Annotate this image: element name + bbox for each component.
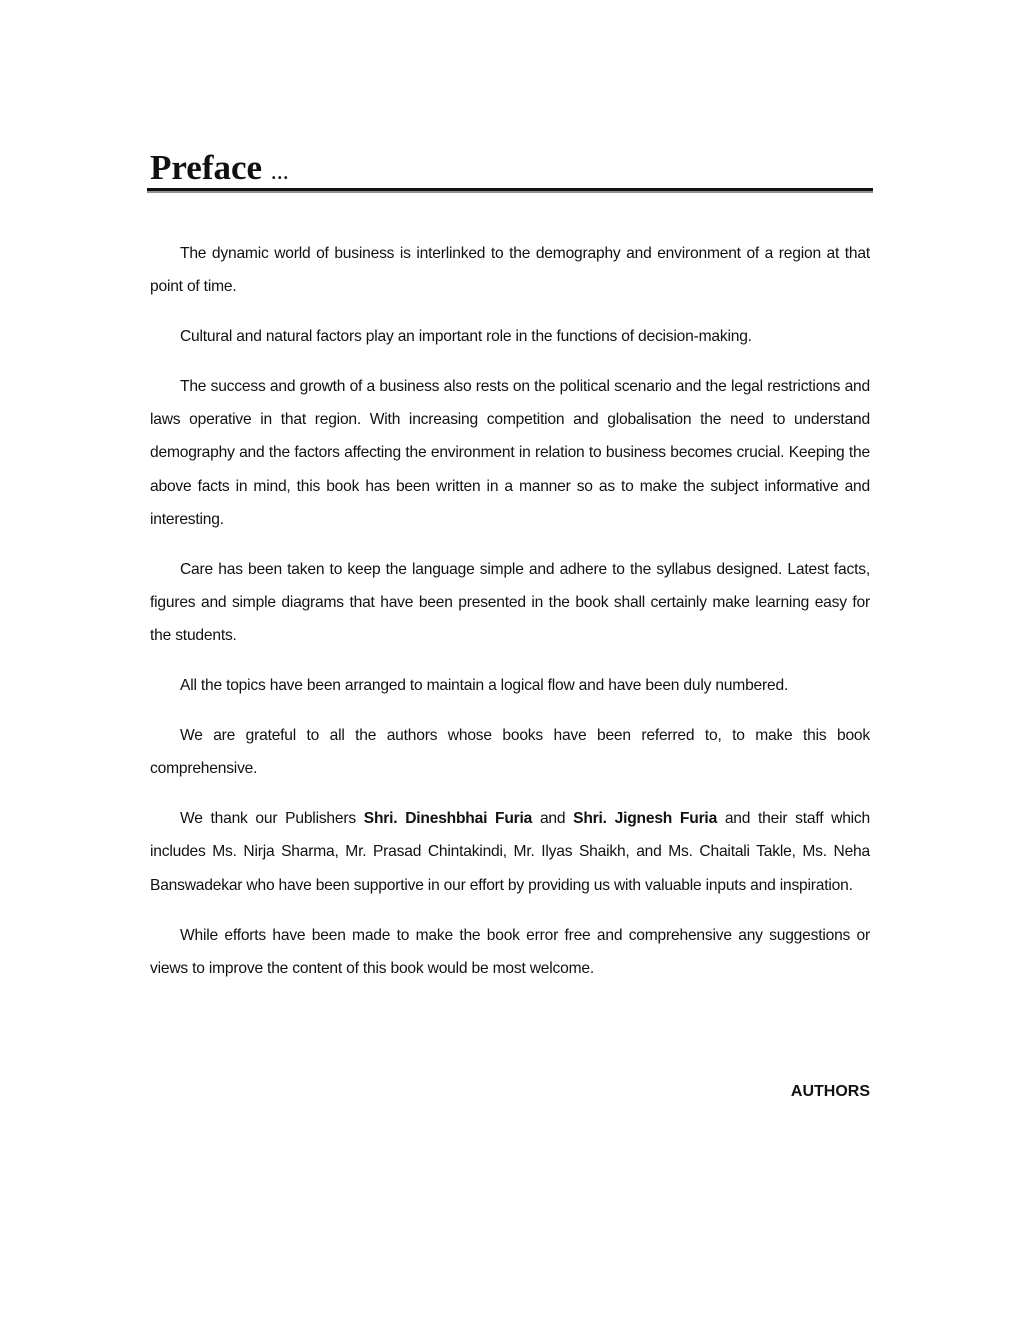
title-ellipsis: ... xyxy=(270,159,289,185)
paragraph: The dynamic world of business is interlinked to the demography and environment of a region at that point of time. xyxy=(150,245,870,296)
paragraph: All the topics have been arranged to maintain a logical flow and have been duly numbered. xyxy=(180,677,789,695)
closing-paragraph: While efforts have been made to make the book error free and comprehensive any suggestions or views to improve the content of this book would be most welcome. xyxy=(150,926,870,977)
paragraph: Care has been taken to keep the language simple and adhere to the syllabus designed. Latest facts, figures and simple diagrams that have been presented in the book shall certainly make learning easy for the students. xyxy=(150,560,870,645)
title-text: Preface xyxy=(150,148,263,187)
title-underline xyxy=(147,188,873,193)
paragraph: Cultural and natural factors play an important role in the functions of decision-making. xyxy=(180,328,752,346)
publisher-name: Shri. Jignesh Furia xyxy=(573,810,718,828)
paragraph: The success and growth of a business also rests on the political scenario and the legal restrictions and laws operative in that region. With increasing competition and globalisation the need to understand demography and the factors affecting the environment in relation to business becomes crucial. Keeping the above facts in mind, this book has been written in a manner so as to make the subject informative and interesting. xyxy=(150,377,870,529)
publisher-name: Shri. Dineshbhai Furia xyxy=(363,810,533,828)
text: and xyxy=(532,810,574,828)
text: We thank our Publishers xyxy=(180,810,364,828)
paragraph: We are grateful to all the authors whose books have been referred to, to make this book comprehensive. xyxy=(150,727,870,778)
thanks-paragraph xyxy=(150,802,870,902)
signature: AUTHORS xyxy=(790,1083,870,1100)
preface-body xyxy=(150,237,870,1002)
text: and their staff which includes Ms. Nirja Sharma, Mr. Prasad Chintakindi, Mr. Ilyas Shaikh, and Ms. Chaitali Takle, Ms. Neha Banswadekar who have been supportive in our effort by providing us with valuable inputs and inspiration. xyxy=(150,810,870,894)
page-title xyxy=(150,148,289,188)
